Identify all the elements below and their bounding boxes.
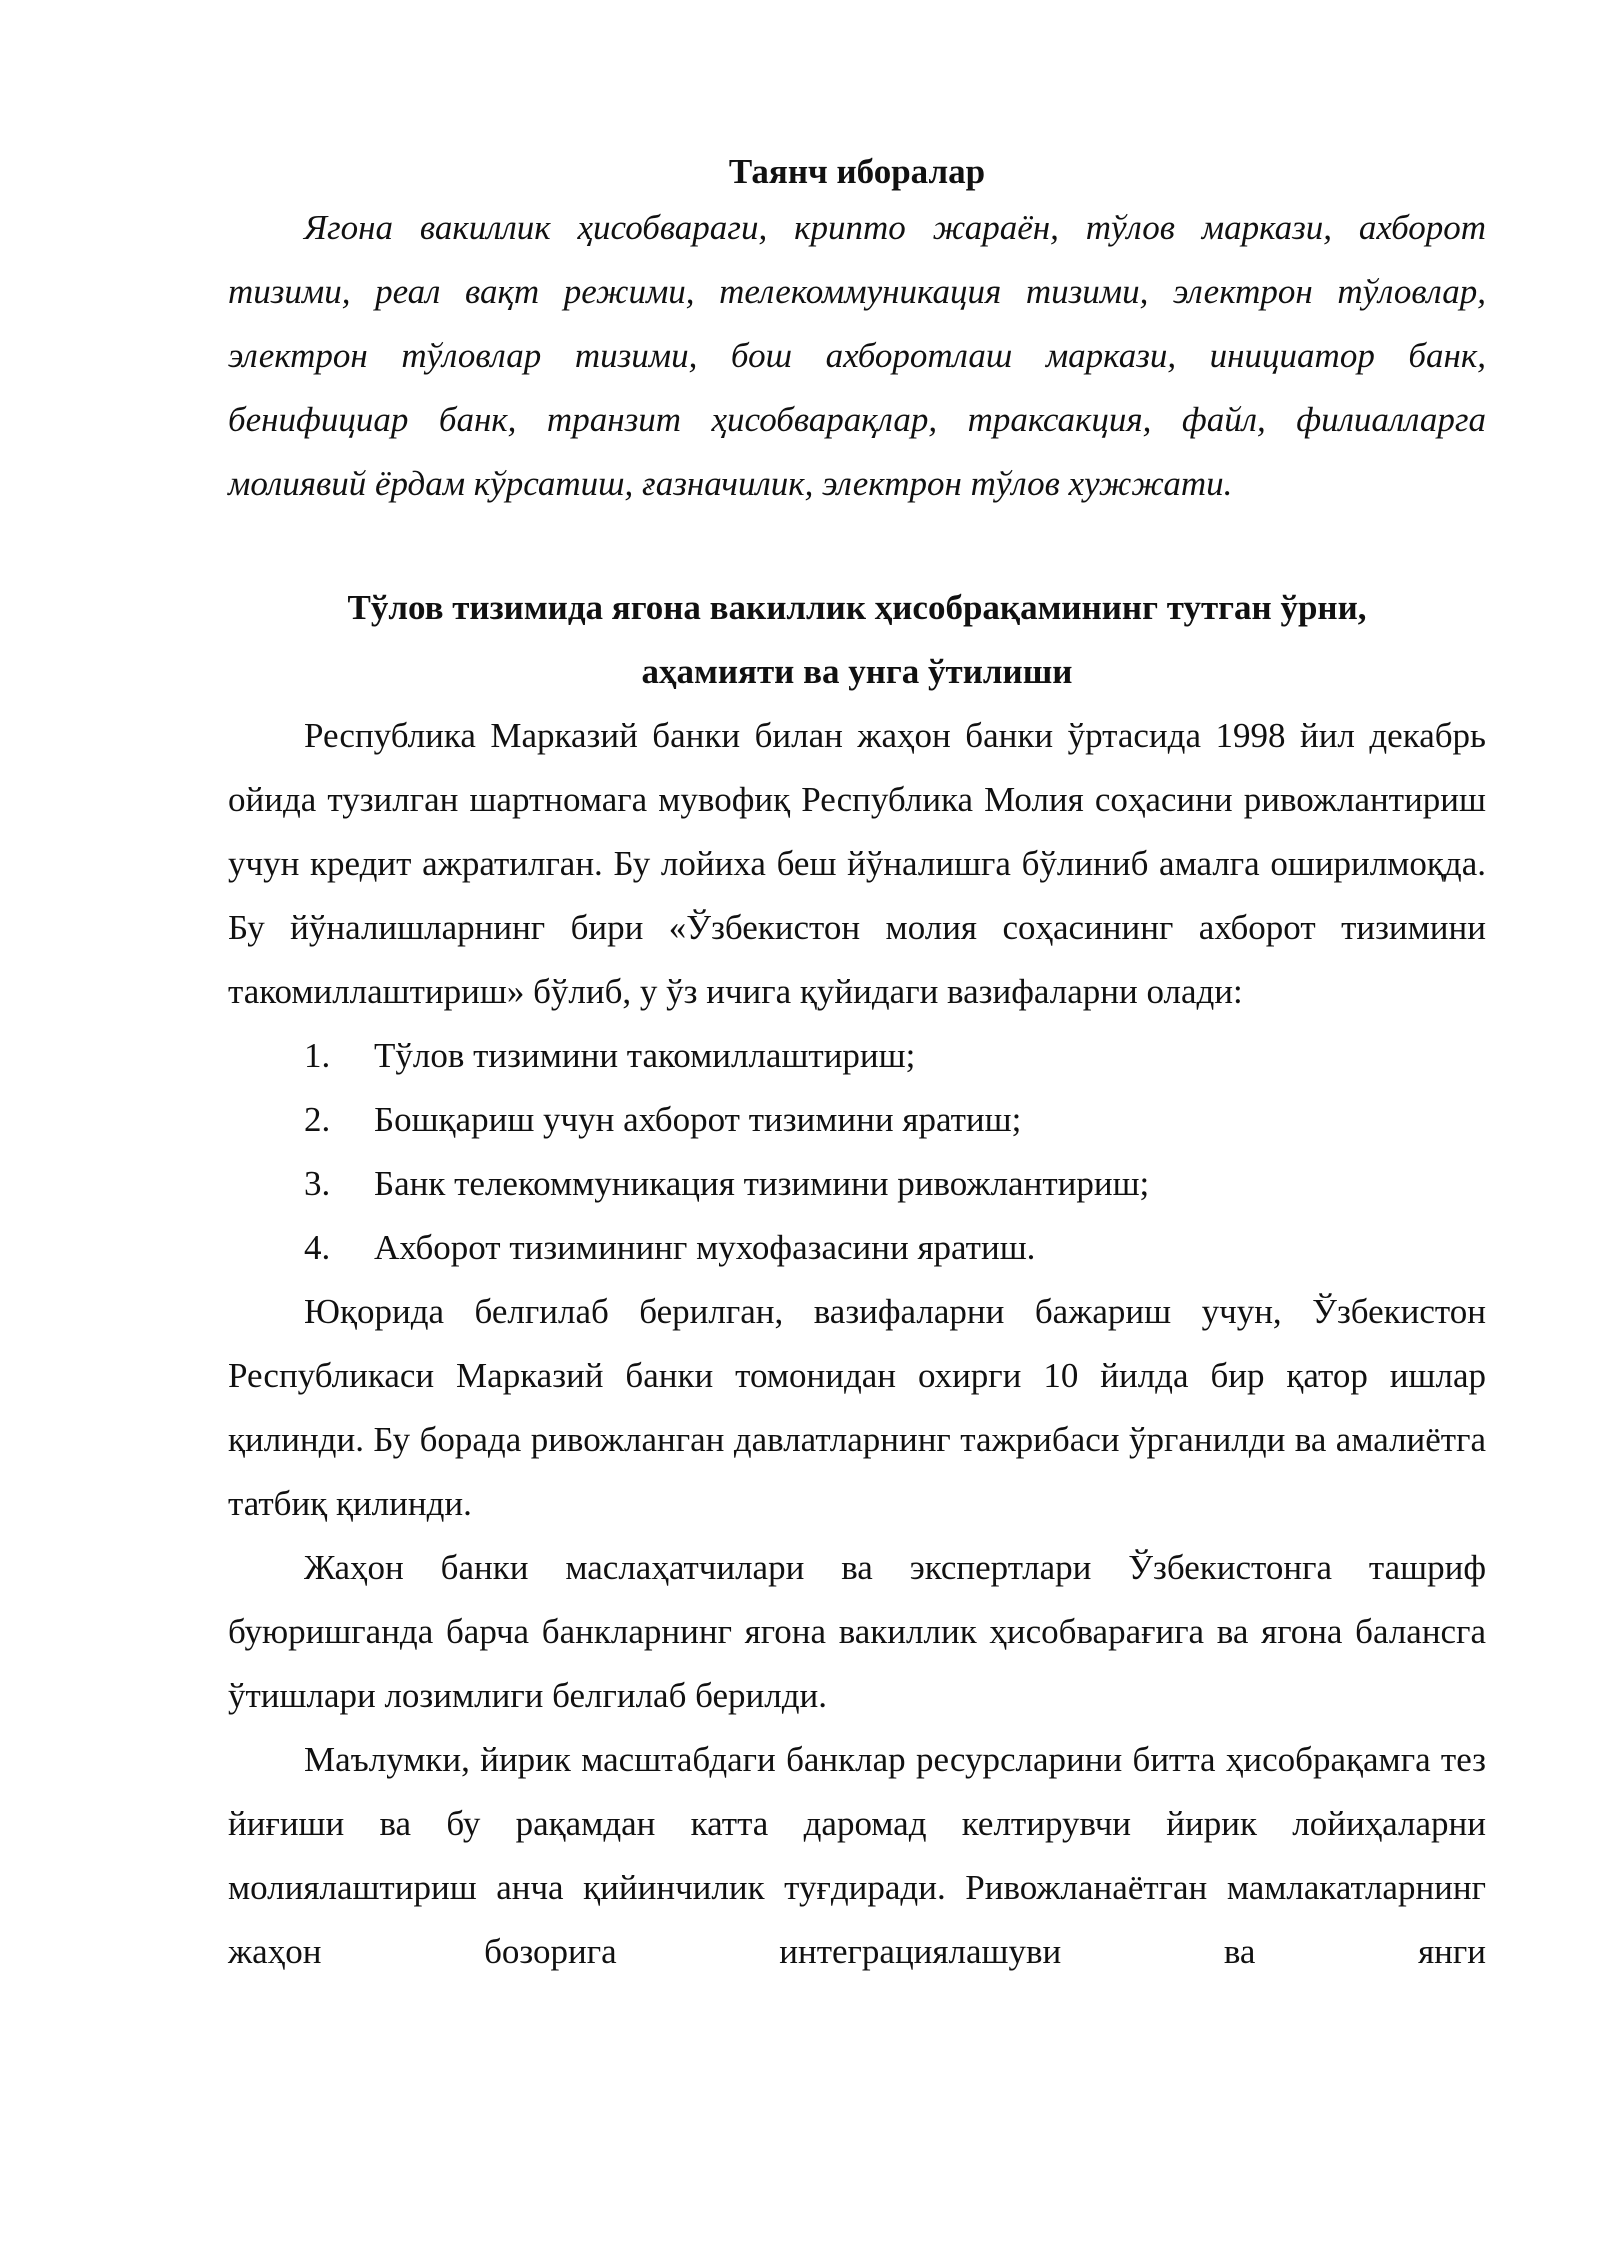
list-item-number: 4. [304,1228,331,1267]
list-item-number: 2. [304,1100,331,1139]
spacer [228,516,1486,576]
list-item-text: Ахборот тизимининг мухофазасини яратиш. [374,1228,1036,1267]
keywords-text: Ягона вакиллик ҳисобвараги, крипто жараён, тўлов маркази, ахборот тизими, реал вақт режими, телекоммуникация тизими, электрон тўловлар, электрон тўловлар тизими, бош ахборотлаш маркази, инициатор банк, бенифициар банк, транзит ҳисобварақлар, траксакция, файл, филиалларга молиявий ёрдам кўрсатиш, ғазначилик, электрон тўлов хужжати. [228,208,1486,503]
section-title-line2: аҳамияти ва унга ўтилиши [641,652,1073,691]
paragraph-4: Маълумки, йирик масштабдаги банклар ресурсларини битта ҳисобрақамга тез йиғиши ва бу рақамдан катта даромад келтирувчи йирик лойиҳаларни молиялаштириш анча қийинчилик туғдиради. Ривожланаётган мамлакатларнинг жаҳон бозорига интеграциялашуви ва янги [228,1740,1486,1971]
paragraph-2: Юқорида белгилаб берилган, вазифаларни бажариш учун, Ўзбекистон Республикаси Марказий банки томонидан охирги 10 йилда бир қатор ишлар қилинди. Бу борада ривожланган давлатларнинг тажрибаси ўрганилди ва амалиётга татбиқ қилинди. [228,1292,1486,1523]
list-item-text: Тўлов тизимини такомиллаштириш; [374,1036,916,1075]
task-list [228,1024,1486,1280]
list-item-number: 1. [304,1036,331,1075]
list-item-number: 3. [304,1164,331,1203]
keywords-heading: Таянч иборалар [728,152,986,191]
list-item [228,1152,1486,1216]
document-page [228,148,1486,1984]
section-title-line1: Тўлов тизимида ягона вакиллик ҳисобрақамининг тутган ўрни, [347,588,1367,627]
list-item-text: Банк телекоммуникация тизимини ривожлантириш; [374,1164,1150,1203]
list-item [228,1088,1486,1152]
paragraph-3: Жаҳон банки маслаҳатчилари ва экспертлари Ўзбекистонга ташриф буюришганда барча банкларнинг ягона вакиллик ҳисобварағига ва ягона балансга ўтишлари лозимлиги белгилаб берилди. [228,1548,1486,1715]
paragraph-1: Республика Марказий банки билан жаҳон банки ўртасида 1998 йил декабрь ойида тузилган шартномага мувофиқ Республика Молия соҳасини ривожлантириш учун кредит ажратилган. Бу лойиха беш йўналишга бўлиниб амалга оширилмоқда. Бу йўналишларнинг бири «Ўзбекистон молия соҳасининг ахборот тизимини такомиллаштириш» бўлиб, у ўз ичига қуйидаги вазифаларни олади: [228,716,1486,1011]
list-item [228,1024,1486,1088]
list-item-text: Бошқариш учун ахборот тизимини яратиш; [374,1100,1022,1139]
list-item [228,1216,1486,1280]
